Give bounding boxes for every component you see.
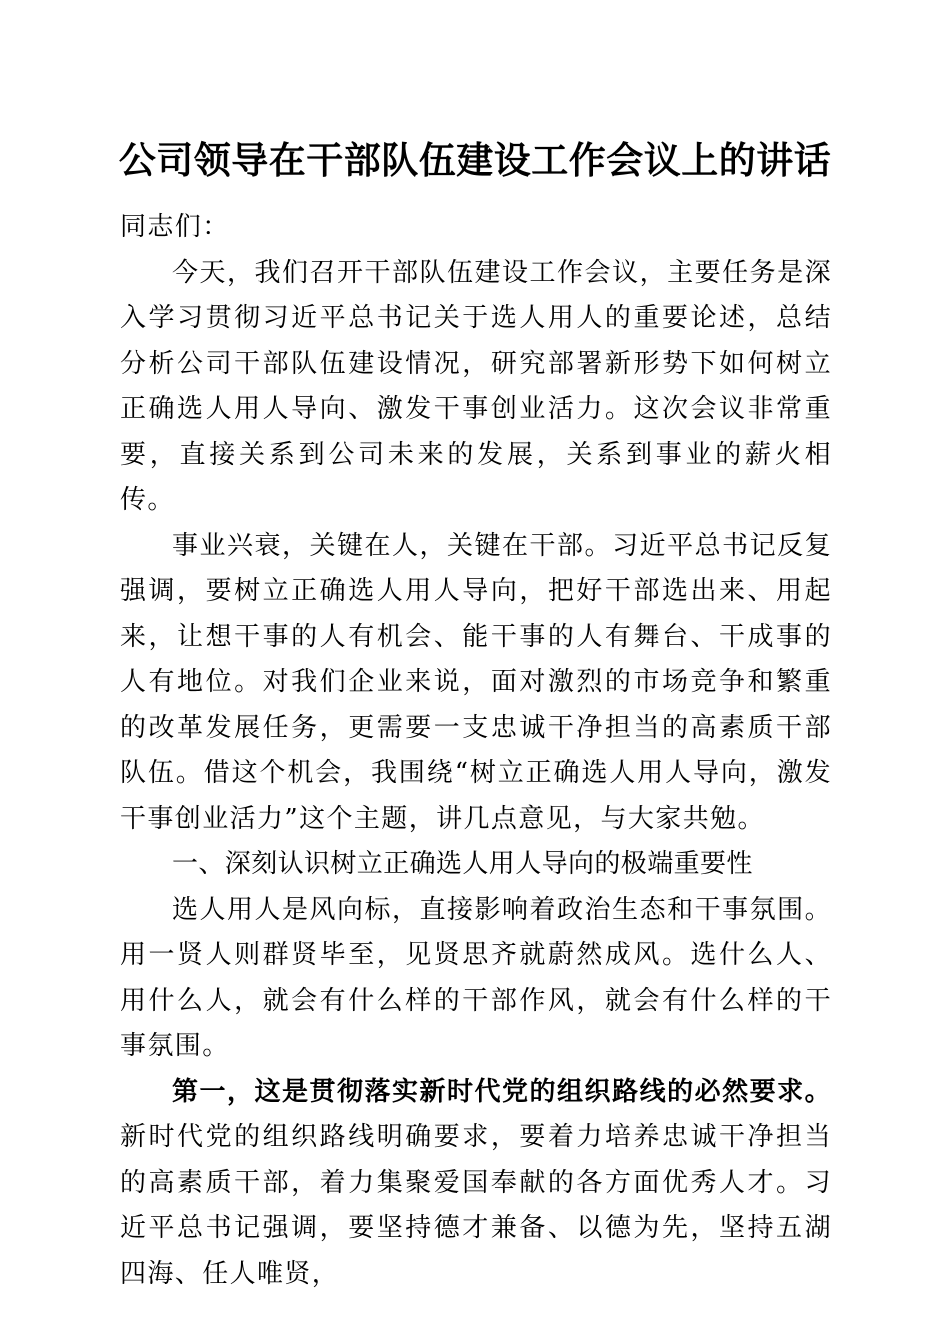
salutation: 同志们： bbox=[120, 212, 230, 242]
point-one-paragraph bbox=[120, 1070, 832, 1298]
document-body bbox=[120, 205, 832, 1297]
paragraph-opening: 今天，我们召开干部队伍建设工作会议，主要任务是深入学习贯彻习近平总书记关于选人用人的重要论述，总结分析公司干部队伍建设情况，研究部署新形势下如何树立正确选人用人导向、激发干事创业活力。这次会议非常重要，直接关系到公司未来的发展，关系到事业的薪火相传。 bbox=[120, 257, 832, 515]
section-heading: 一、深刻认识树立正确选人用人导向的极端重要性 bbox=[172, 849, 753, 879]
point-one-lead: 第一，这是贯彻落实新时代党的组织路线的必然要求。 bbox=[172, 1076, 832, 1107]
document-title: 公司领导在干部队伍建设工作会议上的讲话 bbox=[118, 138, 832, 182]
paragraph-theme: 事业兴衰，关键在人，关键在干部。习近平总书记反复强调，要树立正确选人用人导向，把好干部选出来、用起来，让想干事的人有机会、能干事的人有舞台、干成事的人有地位。对我们企业来说，面对激烈的市场竞争和繁重的改革发展任务，更需要一支忠诚干净担当的高素质干部队伍。借这个机会，我围绕“树立正确选人用人导向，激发干事创业活力”这个主题，讲几点意见，与大家共勉。 bbox=[120, 530, 832, 834]
section-paragraph: 选人用人是风向标，直接影响着政治生态和干事氛围。用一贤人则群贤毕至，见贤思齐就蔚然成风。选什么人、用什么人，就会有什么样的干部作风，就会有什么样的干事氛围。 bbox=[120, 894, 832, 1061]
point-one-text: 新时代党的组织路线明确要求，要着力培养忠诚干净担当的高素质干部，着力集聚爱国奉献的各方面优秀人才。习近平总书记强调，要坚持德才兼备、以德为先，坚持五湖四海、任人唯贤， bbox=[120, 1122, 832, 1289]
